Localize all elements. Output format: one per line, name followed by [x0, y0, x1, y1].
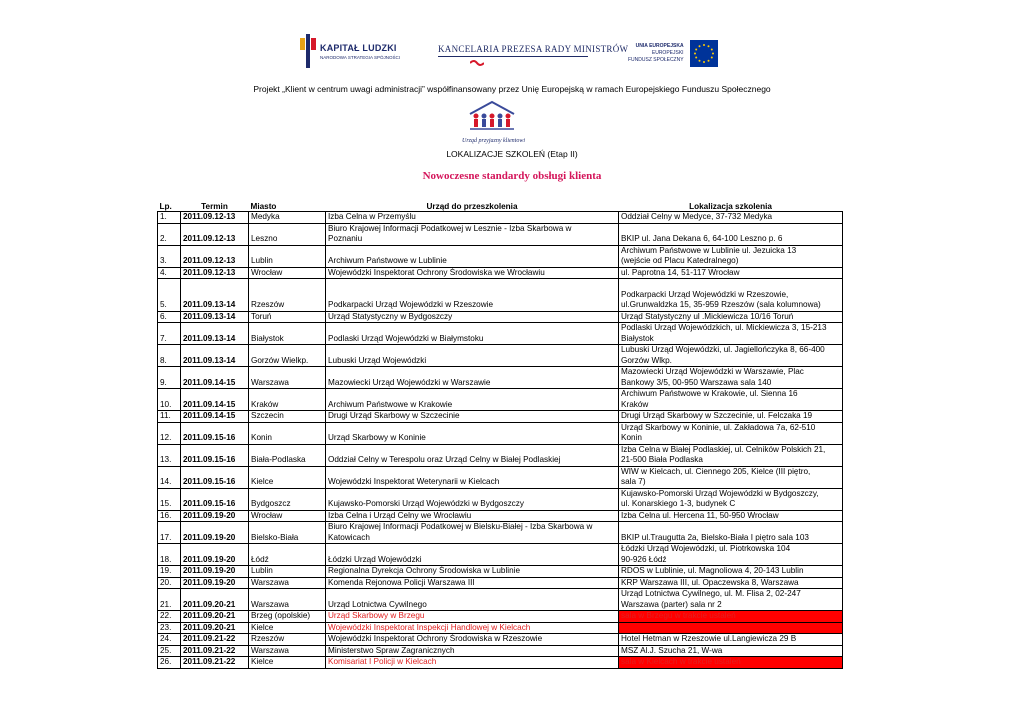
- cell-termin: 2011.09.19-20: [181, 510, 249, 522]
- cell-line: Urząd Statystyczny ul .Mickiewicza 10/16 Toruń: [621, 311, 794, 321]
- cell-line: Lubuski Urząd Wojewódzki, ul. Jagiellończyka 8, 66-400: [621, 345, 825, 354]
- cell-line: RDOS w Lublinie, ul. Magnoliowa 4, 20-143 Lublin: [621, 566, 804, 575]
- cell-termin: 2011.09.14-15: [181, 389, 249, 411]
- cell-line: (wejście od Placu Katedralnego): [621, 256, 739, 265]
- cell-miasto: Warszawa: [249, 367, 326, 389]
- cell-miasto: Warszawa: [249, 589, 326, 611]
- cell-line: ul. Paprotna 14, 51-117 Wrocław: [621, 267, 740, 277]
- table-row: [158, 622, 843, 634]
- cell-lokalizacja: [619, 611, 843, 623]
- cell-termin: 2011.09.20-21: [181, 622, 249, 634]
- col-termin: Termin: [181, 201, 249, 212]
- cell-lp: 20.: [158, 577, 181, 589]
- cell-termin: 2011.09.14-15: [181, 367, 249, 389]
- cell-lp: 14.: [158, 466, 181, 488]
- cell-urzad: [326, 488, 619, 510]
- eu-flag-icon: [690, 40, 718, 67]
- cell-line: Warszawa (parter) sala nr 2: [621, 599, 722, 609]
- table-row: [158, 323, 843, 345]
- table-row: [158, 389, 843, 411]
- cell-lp: 7.: [158, 323, 181, 345]
- table-row: [158, 444, 843, 466]
- cell-urzad: [326, 223, 619, 245]
- cell-line: Katowicach: [328, 532, 370, 542]
- cell-miasto: Lublin: [249, 245, 326, 267]
- cell-miasto: Białystok: [249, 323, 326, 345]
- cell-termin: 2011.09.21-22: [181, 657, 249, 669]
- cell-termin: 2011.09.13-14: [181, 345, 249, 367]
- cell-termin: 2011.09.15-16: [181, 444, 249, 466]
- cell-termin: 2011.09.20-21: [181, 611, 249, 623]
- cell-miasto: Brzeg (opolskie): [249, 611, 326, 623]
- cell-termin: 2011.09.13-14: [181, 279, 249, 312]
- table-row: [158, 223, 843, 245]
- cell-line: Kujawsko-Pomorski Urząd Wojewódzki w Bydgoszczy,: [621, 488, 819, 498]
- cell-line: 21-500 Biała Podlaska: [621, 455, 703, 464]
- cell-lokalizacja: [619, 223, 843, 245]
- cell-line: MSZ Al.J. Szucha 21, W-wa: [621, 645, 723, 655]
- cell-line: Oddział Celny w Terespolu oraz Urząd Celny w Białej Podlaskiej: [328, 455, 561, 464]
- cell-lokalizacja: [619, 622, 843, 634]
- cell-line: Oddział Celny w Medyce, 37-732 Medyka: [621, 212, 773, 221]
- cell-termin: 2011.09.13-14: [181, 323, 249, 345]
- cell-line: Archiwum Państwowe w Lublinie ul. Jezuicka 13: [621, 245, 797, 255]
- cell-line: Łódzki Urząd Wojewódzki, ul. Piotrkowska 104: [621, 544, 791, 553]
- cell-line: Izba Celna i Urząd Celny we Wrocławiu: [328, 510, 472, 520]
- urzad-przyjazny-logo: [462, 100, 525, 144]
- cell-lp: 1.: [158, 212, 181, 224]
- cell-urzad: [326, 622, 619, 634]
- locations-table: [157, 201, 843, 669]
- cell-miasto: Bydgoszcz: [249, 488, 326, 510]
- cell-line: Urząd Lotnictwa Cywilnego, ul. M. Flisa 2, 02-247: [621, 589, 801, 598]
- cell-termin: 2011.09.21-22: [181, 634, 249, 646]
- kapital-ludzki-title: KAPITAŁ LUDZKI: [320, 42, 397, 53]
- cell-lp: 9.: [158, 367, 181, 389]
- cell-termin: 2011.09.15-16: [181, 466, 249, 488]
- cell-urzad: [326, 634, 619, 646]
- cell-termin: 2011.09.21-22: [181, 645, 249, 657]
- cell-line: Ministerstwo Spraw Zagranicznych: [328, 645, 455, 655]
- cell-line: Wojewódzki Inspektorat Ochrony Środowiska we Wrocławiu: [328, 267, 545, 277]
- cell-line: Bankowy 3/5, 00-950 Warszawa sala 140: [621, 377, 772, 387]
- cell-urzad: [326, 510, 619, 522]
- table-row: [158, 544, 843, 566]
- cell-miasto: Toruń: [249, 311, 326, 323]
- cell-miasto: Gorzów Wielkp.: [249, 345, 326, 367]
- cell-urzad: [326, 544, 619, 566]
- cell-lokalizacja: [619, 212, 843, 224]
- cell-lp: 11.: [158, 411, 181, 423]
- cell-miasto: Leszno: [249, 223, 326, 245]
- cell-line: Wojewódzki Inspektorat Ochrony Środowiska w Rzeszowie: [328, 634, 543, 643]
- cell-lp: 8.: [158, 345, 181, 367]
- cell-line: Białystok: [621, 333, 654, 343]
- cell-line: sala 7): [621, 477, 646, 486]
- project-text: Projekt „Klient w centrum uwagi administracji” współfinansowany przez Unię Europejską w ramach Europejskiego Funduszu Społecznego: [253, 84, 771, 94]
- cell-line: Wojewódzki Inspektorat Inspekcji Handlowej w Kielcach: [328, 622, 531, 632]
- cell-line: Łódzki Urząd Wojewódzki: [328, 554, 422, 564]
- table-row: [158, 422, 843, 444]
- cell-lp: 24.: [158, 634, 181, 646]
- kapital-ludzki-mark-icon: [300, 34, 316, 68]
- cell-lokalizacja: [619, 367, 843, 389]
- cell-lokalizacja: [619, 589, 843, 611]
- cell-termin: 2011.09.19-20: [181, 522, 249, 544]
- cell-line: Kujawsko-Pomorski Urząd Wojewódzki w Bydgoszczy: [328, 499, 524, 508]
- cell-miasto: Warszawa: [249, 645, 326, 657]
- col-lp: Lp.: [158, 201, 181, 212]
- cell-lokalizacja: [619, 566, 843, 578]
- eu-line-1: UNIA EUROPEJSKA: [635, 43, 684, 49]
- cell-miasto: Wrocław: [249, 510, 326, 522]
- page-heading: LOKALIZACJE SZKOLEŃ (Etap II): [446, 149, 578, 159]
- cell-miasto: Kielce: [249, 622, 326, 634]
- cell-lokalizacja: [619, 510, 843, 522]
- cell-urzad: [326, 212, 619, 224]
- cell-lp: 3.: [158, 245, 181, 267]
- col-lokalizacja: Lokalizacja szkolenia: [619, 201, 843, 212]
- eu-line-2: EUROPEJSKI: [651, 50, 684, 56]
- cell-line: Mazowiecki Urząd Wojewódzki w Warszawie, Plac: [621, 367, 804, 376]
- cell-lp: 12.: [158, 422, 181, 444]
- cell-lp: 15.: [158, 488, 181, 510]
- cell-miasto: Biała-Podlaska: [249, 444, 326, 466]
- table-header-row: [158, 201, 843, 212]
- cell-line: Gorzów Wlkp.: [621, 355, 672, 365]
- cell-termin: 2011.09.20-21: [181, 589, 249, 611]
- cell-line: WIW w Kielcach, ul. Ciennego 205, Kielce (III piętro,: [621, 466, 811, 476]
- col-miasto: Miasto: [249, 201, 326, 212]
- cell-termin: 2011.09.13-14: [181, 311, 249, 323]
- cell-termin: 2011.09.12-13: [181, 267, 249, 279]
- cell-lokalizacja: [619, 411, 843, 423]
- table-row: [158, 311, 843, 323]
- kprm-flag-icon: [470, 59, 484, 67]
- cell-termin: 2011.09.12-13: [181, 245, 249, 267]
- cell-lp: 2.: [158, 223, 181, 245]
- cell-line: sala w Kielcach w trakcie ustaleń: [621, 657, 741, 666]
- table-row: [158, 566, 843, 578]
- cell-lp: 18.: [158, 544, 181, 566]
- col-urzad: Urząd do przeszkolenia: [326, 201, 619, 212]
- cell-urzad: [326, 566, 619, 578]
- cell-lp: 17.: [158, 522, 181, 544]
- cell-line: Archiwum Państwowe w Lublinie: [328, 256, 447, 265]
- cell-line: Izba Celna w Białej Podlaskiej, ul. Celników Polskich 21,: [621, 444, 826, 454]
- cell-lp: 25.: [158, 645, 181, 657]
- table-row: [158, 345, 843, 367]
- cell-lp: 10.: [158, 389, 181, 411]
- cell-lokalizacja: [619, 444, 843, 466]
- cell-urzad: [326, 522, 619, 544]
- cell-line: Urząd Skarbowy w Koninie: [328, 433, 426, 442]
- table-row: [158, 577, 843, 589]
- cell-urzad: [326, 245, 619, 267]
- cell-lokalizacja: [619, 279, 843, 312]
- cell-miasto: Kielce: [249, 466, 326, 488]
- cell-miasto: Kraków: [249, 389, 326, 411]
- kapital-ludzki-subtitle: NARODOWA STRATEGIA SPÓJNOŚCI: [320, 54, 401, 60]
- kprm-logo: [438, 44, 628, 67]
- cell-line: Poznaniu: [328, 234, 363, 243]
- cell-line: Komenda Rejonowa Policji Warszawa III: [328, 577, 475, 587]
- cell-urzad: [326, 389, 619, 411]
- eu-logo: [628, 40, 718, 67]
- cell-line: ul.Grunwaldzka 15, 35-959 Rzeszów (sala kolumnowa): [621, 300, 821, 309]
- cell-urzad: [326, 345, 619, 367]
- table-row: [158, 212, 843, 224]
- cell-lokalizacja: [619, 245, 843, 267]
- eu-logo-text: [628, 43, 684, 64]
- table-row: [158, 522, 843, 544]
- cell-termin: 2011.09.12-13: [181, 223, 249, 245]
- cell-urzad: [326, 444, 619, 466]
- cell-termin: 2011.09.19-20: [181, 577, 249, 589]
- cell-urzad: [326, 466, 619, 488]
- cell-line: Hotel Hetman w Rzeszowie ul.Langiewicza 29 B: [621, 634, 797, 643]
- cell-line: Mazowiecki Urząd Wojewódzki w Warszawie: [328, 377, 491, 387]
- cell-termin: 2011.09.15-16: [181, 488, 249, 510]
- table-row: [158, 411, 843, 423]
- cell-lokalizacja: [619, 422, 843, 444]
- kprm-logo-line: [438, 56, 588, 57]
- cell-urzad: [326, 267, 619, 279]
- table-row: [158, 645, 843, 657]
- cell-miasto: Łódź: [249, 544, 326, 566]
- cell-line: Urząd Lotnictwa Cywilnego: [328, 599, 427, 609]
- cell-urzad: [326, 311, 619, 323]
- people-house-icon: [462, 100, 522, 132]
- cell-line: Wojewódzki Inspektorat Weterynarii w Kielcach: [328, 477, 500, 486]
- table-row: [158, 634, 843, 646]
- cell-lp: 19.: [158, 566, 181, 578]
- table-row: [158, 589, 843, 611]
- cell-miasto: Medyka: [249, 212, 326, 224]
- table-row: [158, 279, 843, 312]
- cell-line: BKIP ul. Jana Dekana 6, 64-100 Leszno p. 6: [621, 234, 783, 243]
- cell-lokalizacja: [619, 522, 843, 544]
- table-row: [158, 367, 843, 389]
- cell-miasto: Rzeszów: [249, 279, 326, 312]
- cell-miasto: Szczecin: [249, 411, 326, 423]
- cell-line: 90-926 Łódź: [621, 554, 667, 564]
- cell-lokalizacja: [619, 466, 843, 488]
- cell-lp: 5.: [158, 279, 181, 312]
- cell-line: Regionalna Dyrekcja Ochrony Środowiska w Lublinie: [328, 566, 521, 575]
- cell-line: Drugi Urząd Skarbowy w Szczecinie: [328, 411, 460, 420]
- kprm-logo-text: KANCELARIA PREZESA RADY MINISTRÓW: [438, 44, 629, 54]
- cell-line: Podlaski Urząd Wojewódzki w Białymstoku: [328, 333, 484, 343]
- eu-line-3: FUNDUSZ SPOŁECZNY: [628, 57, 684, 63]
- cell-lokalizacja: [619, 311, 843, 323]
- cell-termin: 2011.09.12-13: [181, 212, 249, 224]
- header-logos: [0, 34, 1024, 74]
- cell-termin: 2011.09.19-20: [181, 566, 249, 578]
- cell-lokalizacja: [619, 645, 843, 657]
- cell-line: sala w Brzegu w trakcie ustaleń: [621, 611, 736, 620]
- cell-miasto: Rzeszów: [249, 634, 326, 646]
- cell-urzad: [326, 589, 619, 611]
- page-subheading: Nowoczesne standardy obsługi klienta: [422, 170, 602, 182]
- cell-miasto: Kielce: [249, 657, 326, 669]
- cell-urzad: [326, 367, 619, 389]
- table-row: [158, 245, 843, 267]
- cell-line: Konin: [621, 433, 642, 442]
- table-row: [158, 466, 843, 488]
- cell-line: Izba Celna ul. Hercena 11, 50-950 Wrocław: [621, 510, 779, 520]
- cell-lokalizacja: [619, 544, 843, 566]
- cell-termin: 2011.09.14-15: [181, 411, 249, 423]
- cell-urzad: [326, 422, 619, 444]
- cell-lokalizacja: [619, 577, 843, 589]
- table-body: [158, 212, 843, 669]
- cell-miasto: Bielsko-Biała: [249, 522, 326, 544]
- cell-line: Archiwum Państwowe w Krakowie: [328, 399, 453, 409]
- cell-lp: 13.: [158, 444, 181, 466]
- cell-line: Komisariat I Policji w Kielcach: [328, 657, 437, 666]
- cell-line: Podlaski Urząd Wojewódzkich, ul. Mickiewicza 3, 15-213: [621, 323, 827, 332]
- cell-lokalizacja: [619, 323, 843, 345]
- urzad-przyjazny-text: Urząd przyjazny klientowi: [462, 138, 525, 144]
- cell-line: KRP Warszawa III, ul. Opaczewska 8, Warszawa: [621, 577, 799, 587]
- cell-line: Lubuski Urząd Wojewódzki: [328, 355, 427, 365]
- cell-line: Drugi Urząd Skarbowy w Szczecinie, ul. Felczaka 19: [621, 411, 813, 420]
- cell-lp: 23.: [158, 622, 181, 634]
- cell-line: Biuro Krajowej Informacji Podatkowej w Bielsku-Białej - Izba Skarbowa w: [328, 522, 593, 531]
- cell-line: Urząd Skarbowy w Koninie, ul. Zakładowa 7a, 62-510: [621, 422, 816, 432]
- cell-lp: 4.: [158, 267, 181, 279]
- cell-lp: 22.: [158, 611, 181, 623]
- cell-lokalizacja: [619, 389, 843, 411]
- cell-line: BKIP ul.Traugutta 2a, Bielsko-Biała I piętro sala 103: [621, 532, 809, 542]
- cell-urzad: [326, 411, 619, 423]
- kapital-ludzki-logo: [300, 34, 400, 68]
- cell-lp: 26.: [158, 657, 181, 669]
- cell-line: Biuro Krajowej Informacji Podatkowej w Lesznie - Izba Skarbowa w: [328, 223, 572, 233]
- table-row: [158, 657, 843, 669]
- cell-lp: 21.: [158, 589, 181, 611]
- cell-lokalizacja: [619, 267, 843, 279]
- table-row: [158, 510, 843, 522]
- cell-miasto: Konin: [249, 422, 326, 444]
- cell-line: Urząd Statystyczny w Bydgoszczy: [328, 311, 453, 321]
- cell-termin: 2011.09.19-20: [181, 544, 249, 566]
- cell-line: Archiwum Państwowe w Krakowie, ul. Sienna 16: [621, 389, 798, 398]
- table-row: [158, 488, 843, 510]
- cell-line: Podkarpacki Urząd Wojewódzki w Rzeszowie,: [621, 289, 789, 299]
- cell-lokalizacja: [619, 488, 843, 510]
- cell-urzad: [326, 645, 619, 657]
- cell-line: Kraków: [621, 399, 649, 409]
- cell-lp: 16.: [158, 510, 181, 522]
- cell-urzad: [326, 657, 619, 669]
- cell-urzad: [326, 279, 619, 312]
- cell-lp: 6.: [158, 311, 181, 323]
- cell-line: Podkarpacki Urząd Wojewódzki w Rzeszowie: [328, 300, 494, 309]
- cell-lokalizacja: [619, 657, 843, 669]
- cell-miasto: Wrocław: [249, 267, 326, 279]
- cell-line: Urząd Skarbowy w Brzegu: [328, 611, 425, 620]
- cell-lokalizacja: [619, 634, 843, 646]
- cell-urzad: [326, 577, 619, 589]
- table-row: [158, 267, 843, 279]
- cell-miasto: Lublin: [249, 566, 326, 578]
- cell-miasto: Warszawa: [249, 577, 326, 589]
- cell-lokalizacja: [619, 345, 843, 367]
- cell-urzad: [326, 611, 619, 623]
- cell-line: Izba Celna w Przemyślu: [328, 212, 416, 221]
- table-row: [158, 611, 843, 623]
- cell-urzad: [326, 323, 619, 345]
- cell-termin: 2011.09.15-16: [181, 422, 249, 444]
- cell-line: ul. Konarskiego 1-3, budynek C: [621, 499, 736, 508]
